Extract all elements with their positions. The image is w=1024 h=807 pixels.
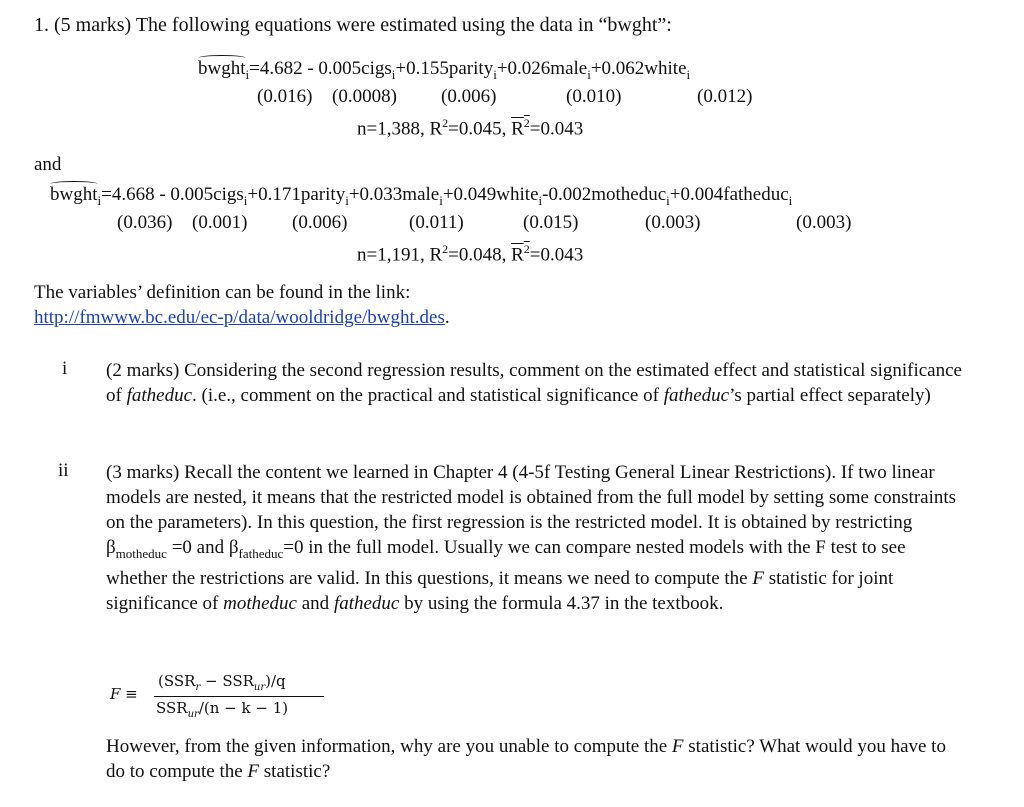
eq1-se-1: (0.016) (257, 86, 313, 107)
eq2-lhs: bwght (50, 184, 98, 205)
part-ii-numeral: ii (58, 460, 69, 481)
eq1-stats: n=1,388, $R^2=0.045$, $\overline{R}^2=0.043$ (357, 116, 584, 140)
part-ii-text: (3 marks) Recall the content we learned in Chapter 4 (4-5f Testing General Linear Restrictions). If two linear models are nested, it means that the restricted model is obtained from the full model by setting some constraints on the parameters). In this question, the first regression is the restricted model. It is obtained by restricting $\beta_{motheduc} =0$ and $\beta_{fatheduc}=0$ in the full model. Usually we can compare nested models with the F test to see whether the restrictions are valid. In this questions, it means we need to compute the F statistic for joint significance of motheduc and fatheduc by using the formula 4.37 in the textbook. (106, 462, 957, 614)
eq1-lhs: bwght (198, 58, 246, 79)
part-i-numeral: i (62, 358, 68, 379)
closing-question: However, from the given information, why are you unable to compute the F statistic? What would you have to do to compute the F statistic? (106, 736, 946, 782)
eq2-se-2: (0.001) (192, 212, 248, 233)
definition-text: The variables’ definition can be found in the link: (34, 282, 411, 303)
definition-link[interactable]: http://fmwww.bc.edu/ec-p/data/wooldridge/bwght.des (34, 307, 445, 328)
fraction-bar (154, 696, 324, 697)
part-i-text: (2 marks) Considering the second regression results, comment on the estimated effect and statistical significance of fatheduc. (i.e., comment on the practical and statistical significance of fatheduc’s partial effect separately) (106, 360, 962, 406)
equation-1: bwght$_i$=4.682 - 0.005cigs$_i$+0.155parity$_i$+0.026male$_i$+0.062white$_i$ (198, 58, 691, 82)
definition-link-row: http://fmwww.bc.edu/ec-p/data/wooldridge/bwght.des. (34, 307, 450, 328)
equation-2: bwght$_i$=4.668 - 0.005cigs$_i$+0.171parity$_i$+0.033male$_i$+0.049white$_i$-0.002motheduc$_i$+0.004fatheduc$_i$ (50, 184, 793, 208)
eq2-se-3: (0.006) (292, 212, 348, 233)
eq1-se-4: (0.010) (566, 86, 622, 107)
eq2-se-5: (0.015) (523, 212, 579, 233)
question-header: 1. (5 marks) The following equations were estimated using the data in “bwght”: (34, 14, 672, 36)
formula-numerator: $(SSR_r - SSR_{ur})/q$ (158, 672, 286, 693)
eq1-se-3: (0.006) (441, 86, 497, 107)
eq2-se-4: (0.011) (409, 212, 464, 233)
eq2-stats: n=1,191, $R^2=0.048$, $\overline{R}^2=0.043$ (357, 242, 584, 266)
eq1-se-5: (0.012) (697, 86, 753, 107)
eq2-se-1: (0.036) (117, 212, 173, 233)
and-word: and (34, 154, 62, 175)
eq2-se-6: (0.003) (645, 212, 701, 233)
formula-denominator: $SSR_{ur}/(n - k - 1)$ (156, 699, 289, 720)
formula-lhs: F ≡ (110, 685, 138, 703)
eq2-se-7: (0.003) (796, 212, 852, 233)
f-statistic-formula (108, 672, 338, 722)
eq1-se-2: (0.0008) (332, 86, 397, 107)
